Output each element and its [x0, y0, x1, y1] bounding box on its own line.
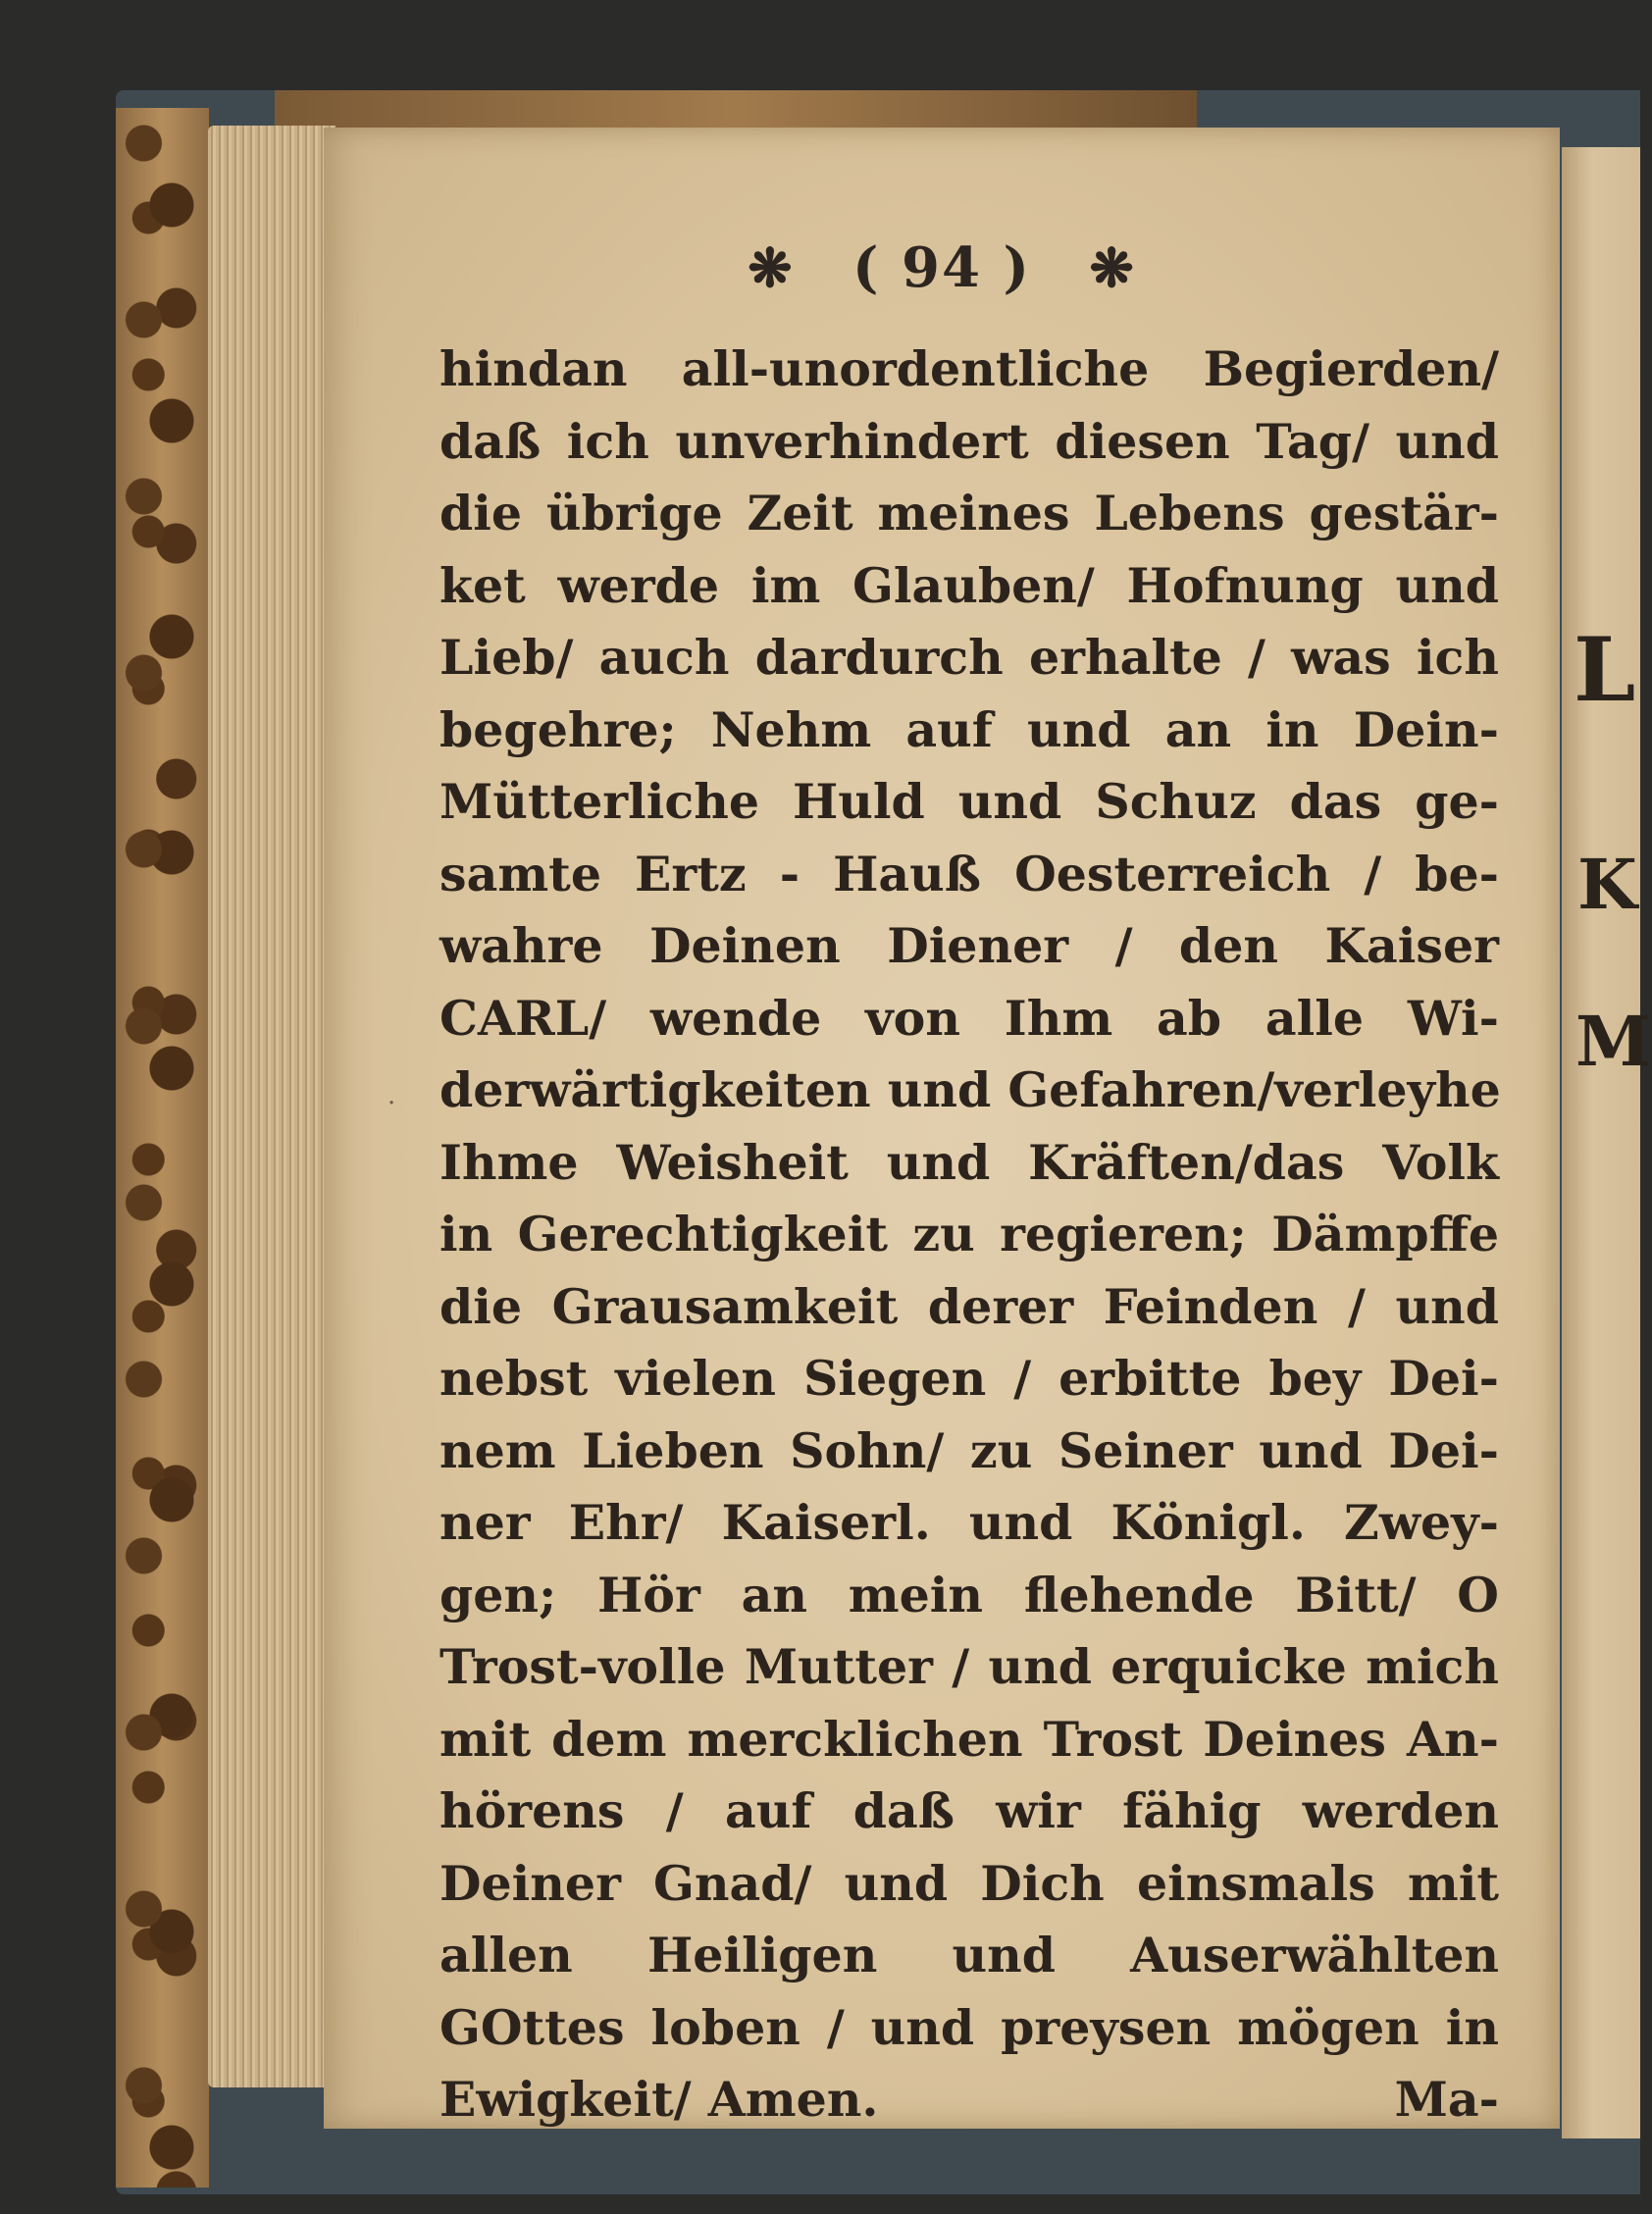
text-line: die Grausamkeit derer Feinden / und — [439, 1277, 1499, 1335]
text-line: Lieb/ auch dardurch erhalte / was ich — [439, 629, 1499, 686]
text-line-final: Ewigkeit/ Amen. — [439, 2071, 879, 2128]
text-line: ner Ehr/ Kaiserl. und Königl. Zwey- — [439, 1494, 1499, 1551]
text-line: die übrige Zeit meines Lebens gestär- — [439, 485, 1499, 541]
text-line: hörens / auf daß wir fähig werden — [439, 1782, 1499, 1839]
ornament-right-icon: ❋ — [1089, 236, 1136, 299]
facing-page-glyph-2: K — [1577, 844, 1637, 925]
text-line: hindan all-unordentliche Begierden/ — [439, 340, 1499, 397]
text-line: Deiner Gnad/ und Dich einsmals mit — [439, 1854, 1499, 1912]
page-text — [439, 334, 1499, 2137]
facing-page — [1562, 147, 1640, 2138]
final-line-row — [439, 2064, 1499, 2137]
facing-page-glyph-3: M — [1575, 1001, 1652, 1082]
page-header — [324, 235, 1560, 300]
text-line: Trost-volle Mutter / und erquicke mich — [439, 1638, 1499, 1695]
marbled-cover-edge — [116, 108, 209, 2188]
text-line: allen Heiligen und Auserwählten — [439, 1927, 1499, 1983]
margin-mark: · — [387, 1089, 396, 1118]
text-line: GOttes loben / und preysen mögen in — [439, 1998, 1499, 2056]
text-line: Ihme Weisheit und Kräften/das Volk — [439, 1133, 1499, 1191]
text-line: ket werde im Glauben/ Hofnung und — [439, 556, 1499, 614]
text-line: CARL/ wende von Ihm ab alle Wi- — [439, 989, 1499, 1047]
text-line: nebst vielen Siegen / erbitte bey Dei- — [439, 1350, 1499, 1407]
ornament-left-icon: ❋ — [748, 236, 795, 299]
text-line: samte Ertz - Hauß Oesterreich / be- — [439, 845, 1499, 902]
catchword: Ma- — [1394, 2071, 1499, 2128]
text-line: begehre; Nehm auf und an in Dein- — [439, 700, 1499, 758]
page-block-edges — [208, 126, 336, 2087]
text-line: gen; Hör an mein flehende Bitt/ O — [439, 1566, 1499, 1623]
text-line: derwärtigkeiten und Gefahren/verleyhe — [439, 1061, 1501, 1118]
text-line: daß ich unverhindert diesen Tag/ und — [439, 412, 1499, 470]
text-line: wahre Deinen Diener / den Kaiser — [439, 917, 1499, 974]
facing-page-glyph-1: L — [1574, 618, 1636, 722]
text-line: Mütterliche Huld und Schuz das ge- — [439, 773, 1499, 830]
text-line: mit dem mercklichen Trost Deines An- — [439, 1710, 1499, 1768]
text-line: nem Lieben Sohn/ zu Seiner und Dei- — [439, 1421, 1499, 1479]
page-number: ( 94 ) — [852, 235, 1031, 300]
text-line: in Gerechtigkeit zu regieren; Dämpffe — [439, 1206, 1499, 1262]
